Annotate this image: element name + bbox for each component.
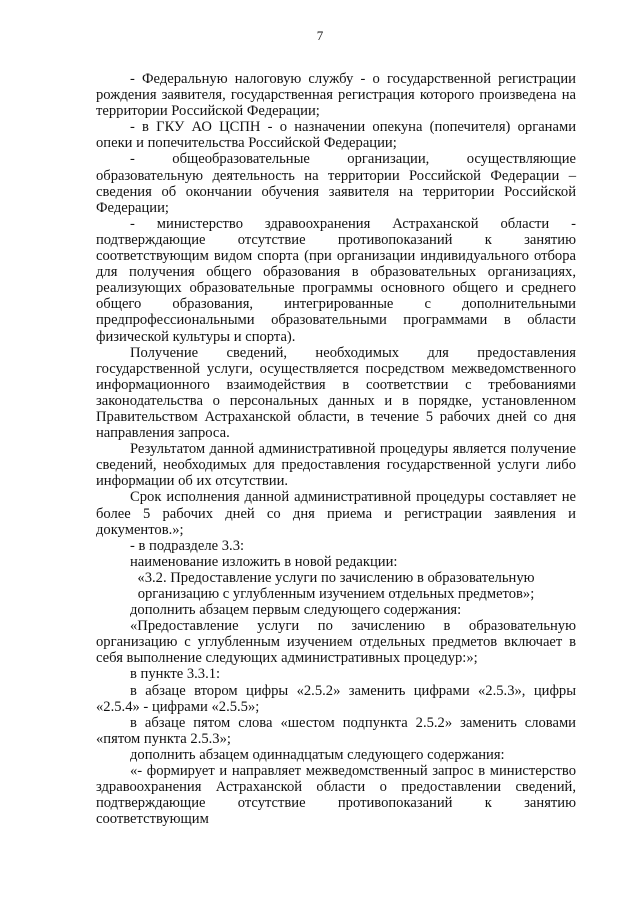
paragraph-procedure-term: Срок исполнения данной административной процедуры составляет не более 5 рабочих дней со дня приема и регистрации заявления и документов.»; [96,489,576,538]
document-body [96,71,576,827]
paragraph-general-education: - общеобразовательные организации, осуществляющие образовательную деятельность на территории Российской Федерации – сведения об окончании обучения заявителя на территории Российской Федерации; [96,151,576,216]
paragraph-fifth-abzac: в абзаце пятом слова «шестом подпункта 2.5.2» заменить словами «пятом пункта 2.5.3»; [96,714,576,747]
paragraph-point-3-3-1: в пункте 3.3.1: [130,666,221,683]
paragraph-second-abzac: в абзаце втором цифры «2.5.2» заменить цифрами «2.5.3», цифры «2.5.4» - цифрами «2.5.5»; [96,682,576,715]
paragraph-health-ministry: - министерство здравоохранения Астраханской области - подтверждающие отсутствие противопоказаний к занятию соответствующим видом спорта (при организации индивидуального отбора для получения общего образования в образовательных организациях, реализующих образовательные программы основного общего и среднего общего образования, интегрированные с дополнительными предпрофессиональными образовательными программами в области физической культуры и спорта). [96,215,576,345]
paragraph-obtaining-info: Получение сведений, необходимых для предоставления государственной услуги, осуществляется посредством межведомственного информационного взаимодействия в соответствии с требованиями законодательства о персональных данных и в порядке, установленном Правительством Астраханской области, в течение 5 рабочих дней со дня направления запроса. [96,344,576,442]
paragraph-add-first: дополнить абзацем первым следующего содержания: [130,602,462,619]
paragraph-new-title: «3.2. Предоставление услуги по зачислению в образовательную организацию с углубленным изучением отдельных предметов»; [137,569,535,602]
paragraph-tax-service: - Федеральную налоговую службу - о государственной регистрации рождения заявителя, государственная регистрация которого произведена на территории Российской Федерации; [96,71,576,120]
paragraph-forms-request: «- формирует и направляет межведомственный запрос в министерство здравоохранения Астраханской области о предоставлении сведений, подтверждающие отсутствие противопоказаний к занятию соответствующим [96,763,576,828]
paragraph-new-title-intro: наименование изложить в новой редакции: [130,553,398,570]
page-number: 7 [316,28,324,43]
paragraph-service-includes: «Предоставление услуги по зачислению в образовательную организацию с углубленным изучением отдельных предметов включает в себя выполнение следующих административных процедур:»; [96,618,576,667]
paragraph-add-eleventh: дополнить абзацем одиннадцатым следующего содержания: [130,746,505,763]
paragraph-procedure-result: Результатом данной административной процедуры является получение сведений, необходимых для предоставления государственной услуги либо информации об их отсутствии. [96,441,576,490]
paragraph-gku-ao-cspn: - в ГКУ АО ЦСПН - о назначении опекуна (попечителя) органами опеки и попечительства Российской Федерации; [96,119,576,152]
paragraph-subsection-3-3: - в подразделе 3.3: [130,537,245,554]
